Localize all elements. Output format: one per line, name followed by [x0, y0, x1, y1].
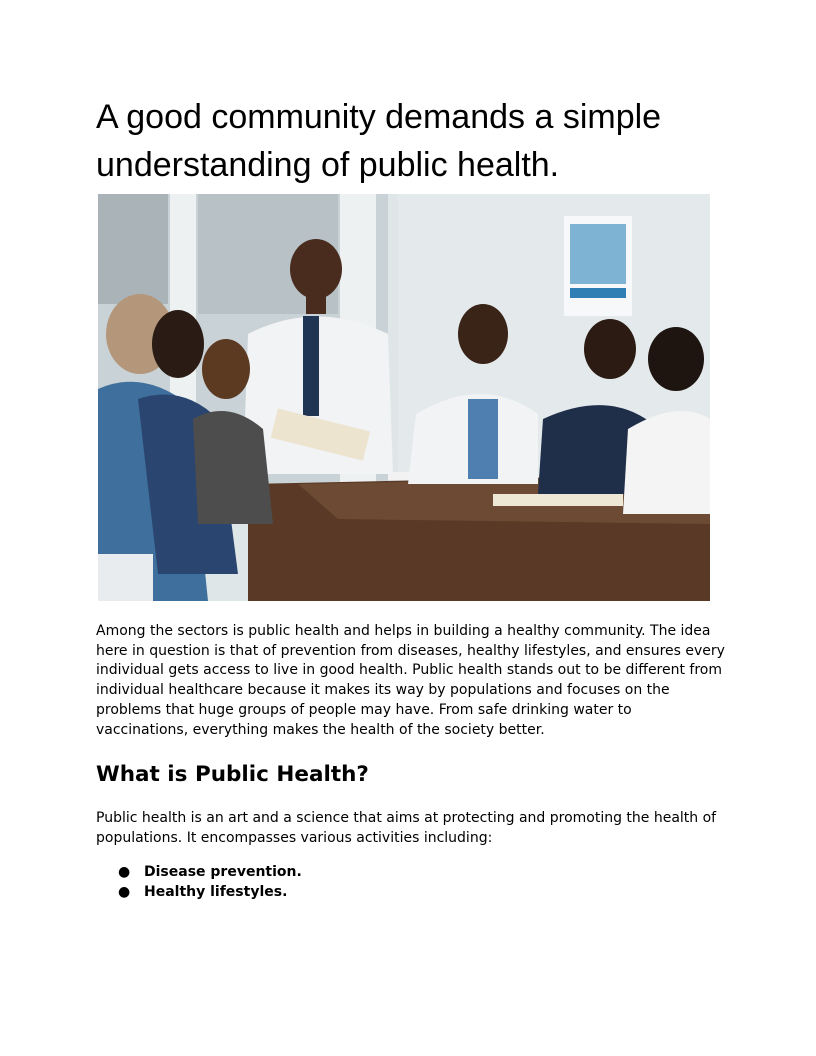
intro-paragraph: Among the sectors is public health and helps in building a healthy community. The idea here in question is that of prevention from diseases, healthy lifestyles, and ensures every individual gets access to live in good health. Public health stands out to be different from individual healthcare because it makes its way by populations and focuses on the problems that huge groups of people may have. From safe drinking water to vaccinations, everything makes the health of the society better. — [96, 623, 725, 738]
meeting-photo — [98, 194, 710, 601]
list-item-label: Disease prevention. — [144, 864, 302, 880]
page-title: A good community demands a simple understanding of public health. — [96, 98, 662, 184]
section-heading: What is Public Health? — [96, 762, 369, 787]
bullet-icon: ● — [118, 884, 131, 900]
list-item-label: Healthy lifestyles. — [144, 884, 288, 900]
list-item — [96, 882, 302, 902]
activity-list — [96, 862, 302, 902]
bullet-icon: ● — [118, 864, 131, 880]
definition-paragraph: Public health is an art and a science that aims at protecting and promoting the health of populations. It encompasses various activities including: — [96, 810, 717, 846]
list-item — [96, 862, 302, 882]
